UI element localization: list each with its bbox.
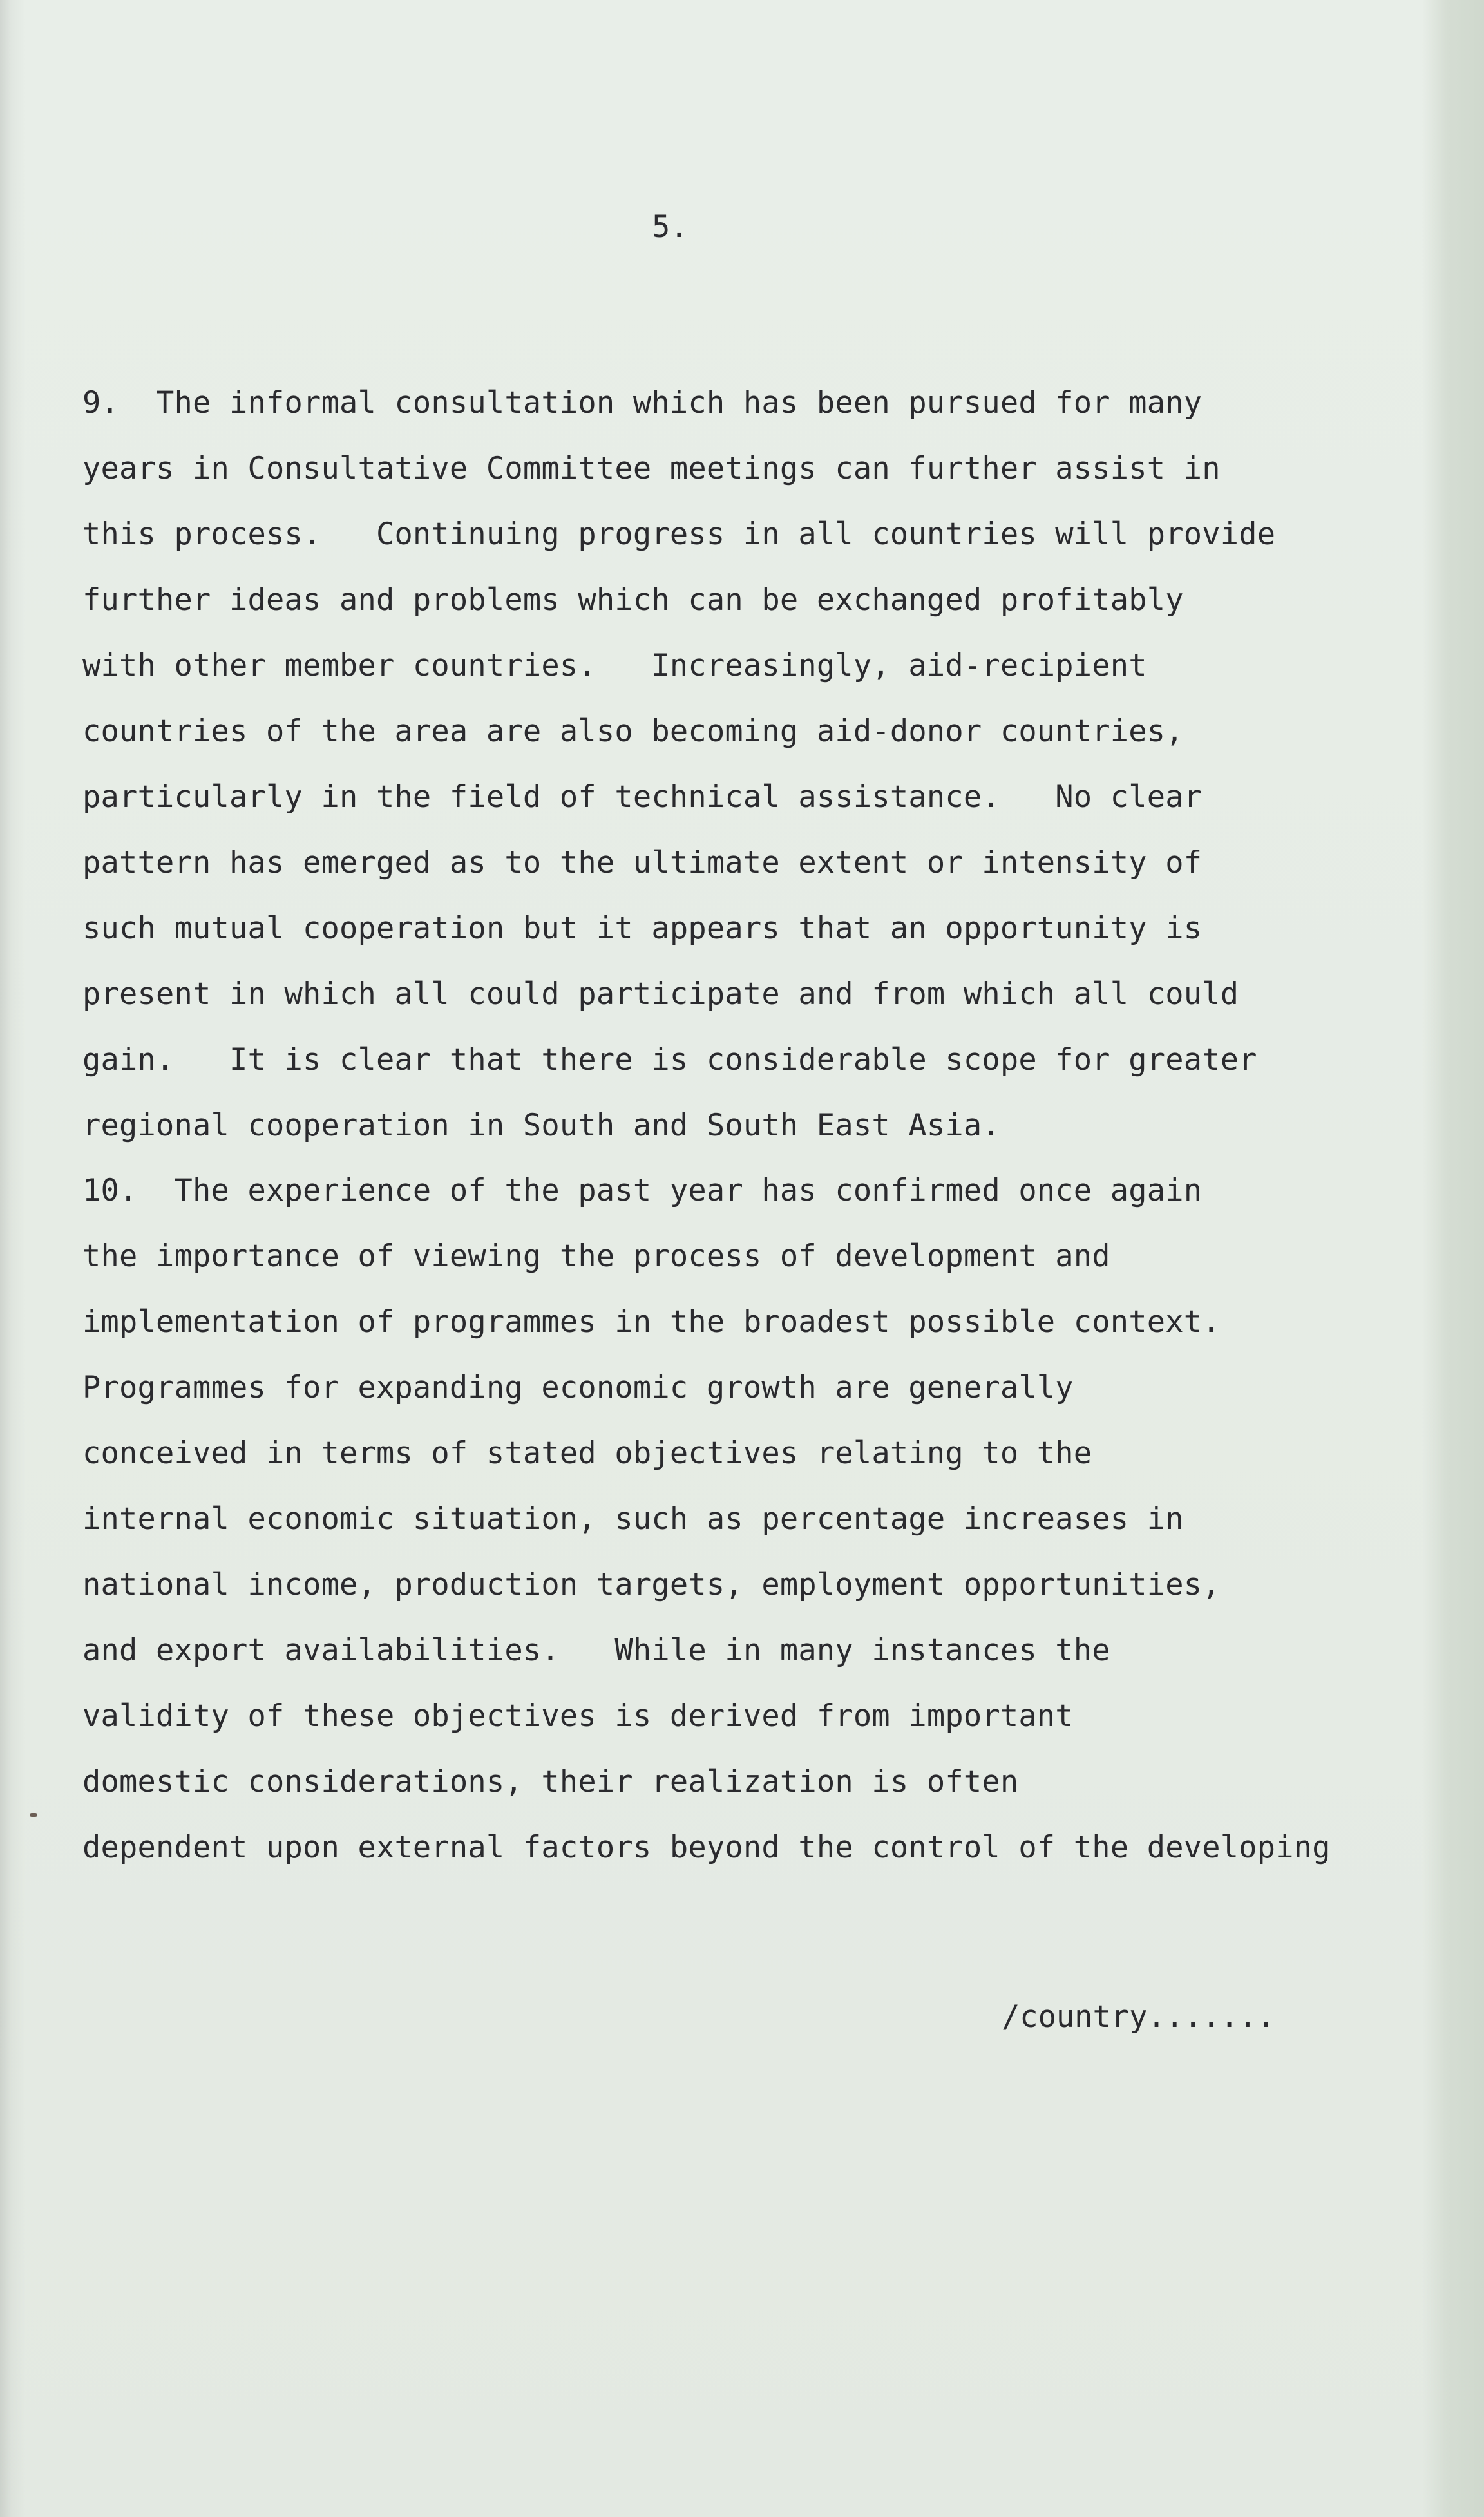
paragraph-9-line: regional cooperation in South and South East Asia. <box>82 1108 1000 1143</box>
paragraph-9 <box>82 370 1422 1159</box>
paragraph-10-line: and export availabilities. While in many instances the <box>82 1633 1110 1668</box>
paragraph-10-line: validity of these objectives is derived from important <box>82 1698 1074 1734</box>
paragraph-10-line: internal economic situation, such as percentage increases in <box>82 1501 1184 1537</box>
paragraph-10-line: implementation of programmes in the broadest possible context. <box>82 1304 1221 1340</box>
paragraph-9-line: gain. It is clear that there is considerable scope for greater <box>82 1042 1257 1078</box>
paragraph-9-line: this process. Continuing progress in all countries will provide <box>82 517 1276 552</box>
paragraph-10 <box>82 1158 1422 1881</box>
catchword: /country....... <box>1002 1999 1275 2035</box>
paragraph-9-line: such mutual cooperation but it appears that an opportunity is <box>82 911 1203 946</box>
paper-edge-shadow <box>1422 0 1484 2517</box>
page-number: 5. <box>652 209 689 245</box>
paragraph-9-line: 9. The informal consultation which has been pursued for many <box>82 385 1203 421</box>
paragraph-10-line: 10. The experience of the past year has confirmed once again <box>82 1173 1203 1208</box>
paragraph-9-line: further ideas and problems which can be exchanged profitably <box>82 582 1184 618</box>
paragraph-10-line: the importance of viewing the process of development and <box>82 1239 1110 1274</box>
paragraph-9-line: countries of the area are also becoming aid-donor countries, <box>82 714 1184 749</box>
paragraph-10-line: Programmes for expanding economic growth are generally <box>82 1370 1074 1405</box>
paragraph-9-line: years in Consultative Committee meetings can further assist in <box>82 451 1221 486</box>
paragraph-9-line: particularly in the field of technical assistance. No clear <box>82 779 1203 815</box>
paragraph-9-line: present in which all could participate and from which all could <box>82 976 1239 1012</box>
paragraph-10-line: domestic considerations, their realization is often <box>82 1764 1019 1800</box>
paragraph-10-line: dependent upon external factors beyond the control of the developing <box>82 1830 1331 1865</box>
paper-mark <box>30 1813 37 1817</box>
paragraph-9-line: with other member countries. Increasingly, aid-recipient <box>82 648 1147 683</box>
paragraph-9-line: pattern has emerged as to the ultimate extent or intensity of <box>82 845 1203 880</box>
paragraph-10-line: national income, production targets, employment opportunities, <box>82 1567 1221 1602</box>
paragraph-10-line: conceived in terms of stated objectives relating to the <box>82 1436 1092 1471</box>
